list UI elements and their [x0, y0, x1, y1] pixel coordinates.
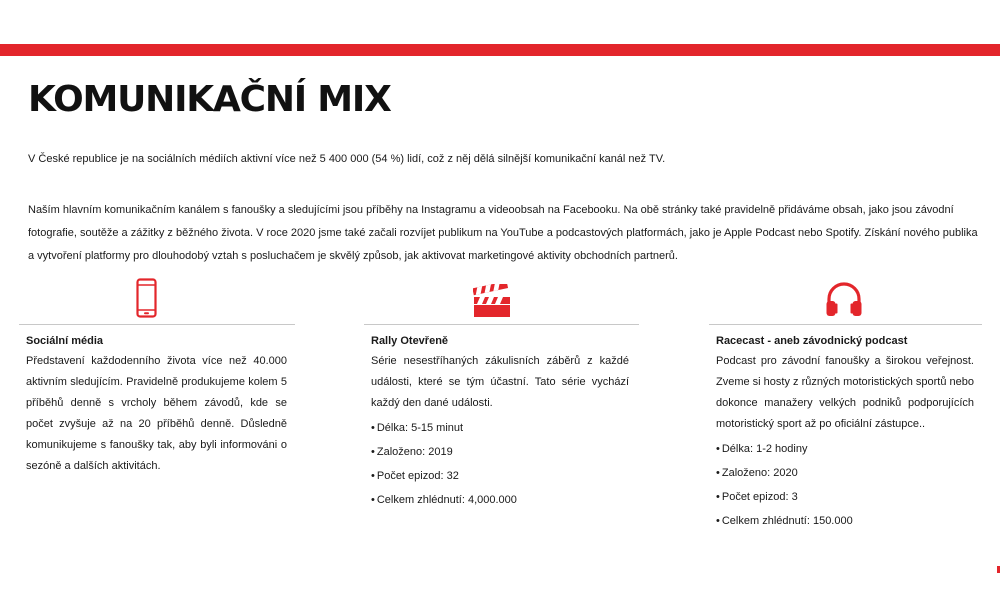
stat-views: • Celkem zhlédnutí: 150.000	[716, 509, 974, 533]
stat-episodes: • Počet epizod: 32	[371, 464, 629, 488]
column-social-media	[19, 278, 295, 477]
column-description: Série nesestříhaných zákulisních záběrů z každé události, které se tým účastní. Tato série vychází každý den dané události.	[371, 355, 629, 409]
headphones-icon	[824, 280, 864, 318]
body-paragraph: Naším hlavním komunikačním kanálem s fanoušky a sledujícími jsou příběhy na Instagramu a videoobsah na Facebooku. Na obě stránky také pravidelně přidáváme obsah, jako jsou závodní fotografie, soutěže a zážitky z běžného života. V roce 2020 jsme také začali rozvíjet publikum na YouTube a podcastových platformách, jako je Apple Podcast nebo Spotify. Získání nového publika a vytvoření platformy pro dlouhodobý vztah s posluchačem je skvělý způsob, jak aktivovat marketingové aktivity obchodních partnerů.	[28, 204, 978, 262]
column-divider	[19, 324, 295, 325]
stats-list	[716, 437, 974, 533]
stat-episodes: • Počet epizod: 3	[716, 485, 974, 509]
page-title: KOMUNIKAČNÍ MIX	[28, 79, 391, 120]
top-accent-bar	[0, 44, 1000, 56]
stat-founded: • Založeno: 2019	[371, 440, 629, 464]
stat-founded: • Založeno: 2020	[716, 461, 974, 485]
column-description: Představení každodenního života více než 40.000 aktivním sledujícím. Pravidelně produkujeme kolem 5 příběhů denně s vrcholy během závodů, kde se počet zvyšuje až na 20 příběhů denně. Důsledně komunikujeme s fanoušky tak, aby byli informováni o sezóně a dalších aktivitách.	[26, 355, 287, 472]
column-title: Sociální média	[26, 335, 104, 347]
column-divider	[709, 324, 982, 325]
column-title: Rally Otevřeně	[371, 335, 449, 347]
column-title: Racecast - aneb závodnický podcast	[716, 335, 908, 347]
column-racecast	[709, 278, 982, 533]
intro-paragraph: V České republice je na sociálních médiích aktivní více než 5 400 000 (54 %) lidí, což z něj dělá silnější komunikační kanál než TV.	[28, 153, 666, 165]
stat-length: • Délka: 1-2 hodiny	[716, 437, 974, 461]
clapperboard-icon	[473, 284, 511, 318]
column-divider	[364, 324, 639, 325]
column-description: Podcast pro závodní fanoušky a širokou veřejnost. Zveme si hosty z různých motoristických sportů nebo dokonce manažery velkých podniků podporujících motoristický sport až po oficiální zástupce..	[716, 355, 974, 430]
stats-list	[371, 416, 629, 512]
smartphone-icon	[136, 278, 158, 318]
stat-length: • Délka: 5-15 minut	[371, 416, 629, 440]
stat-views: • Celkem zhlédnutí: 4,000.000	[371, 488, 629, 512]
column-rally-otevrene	[364, 278, 639, 512]
